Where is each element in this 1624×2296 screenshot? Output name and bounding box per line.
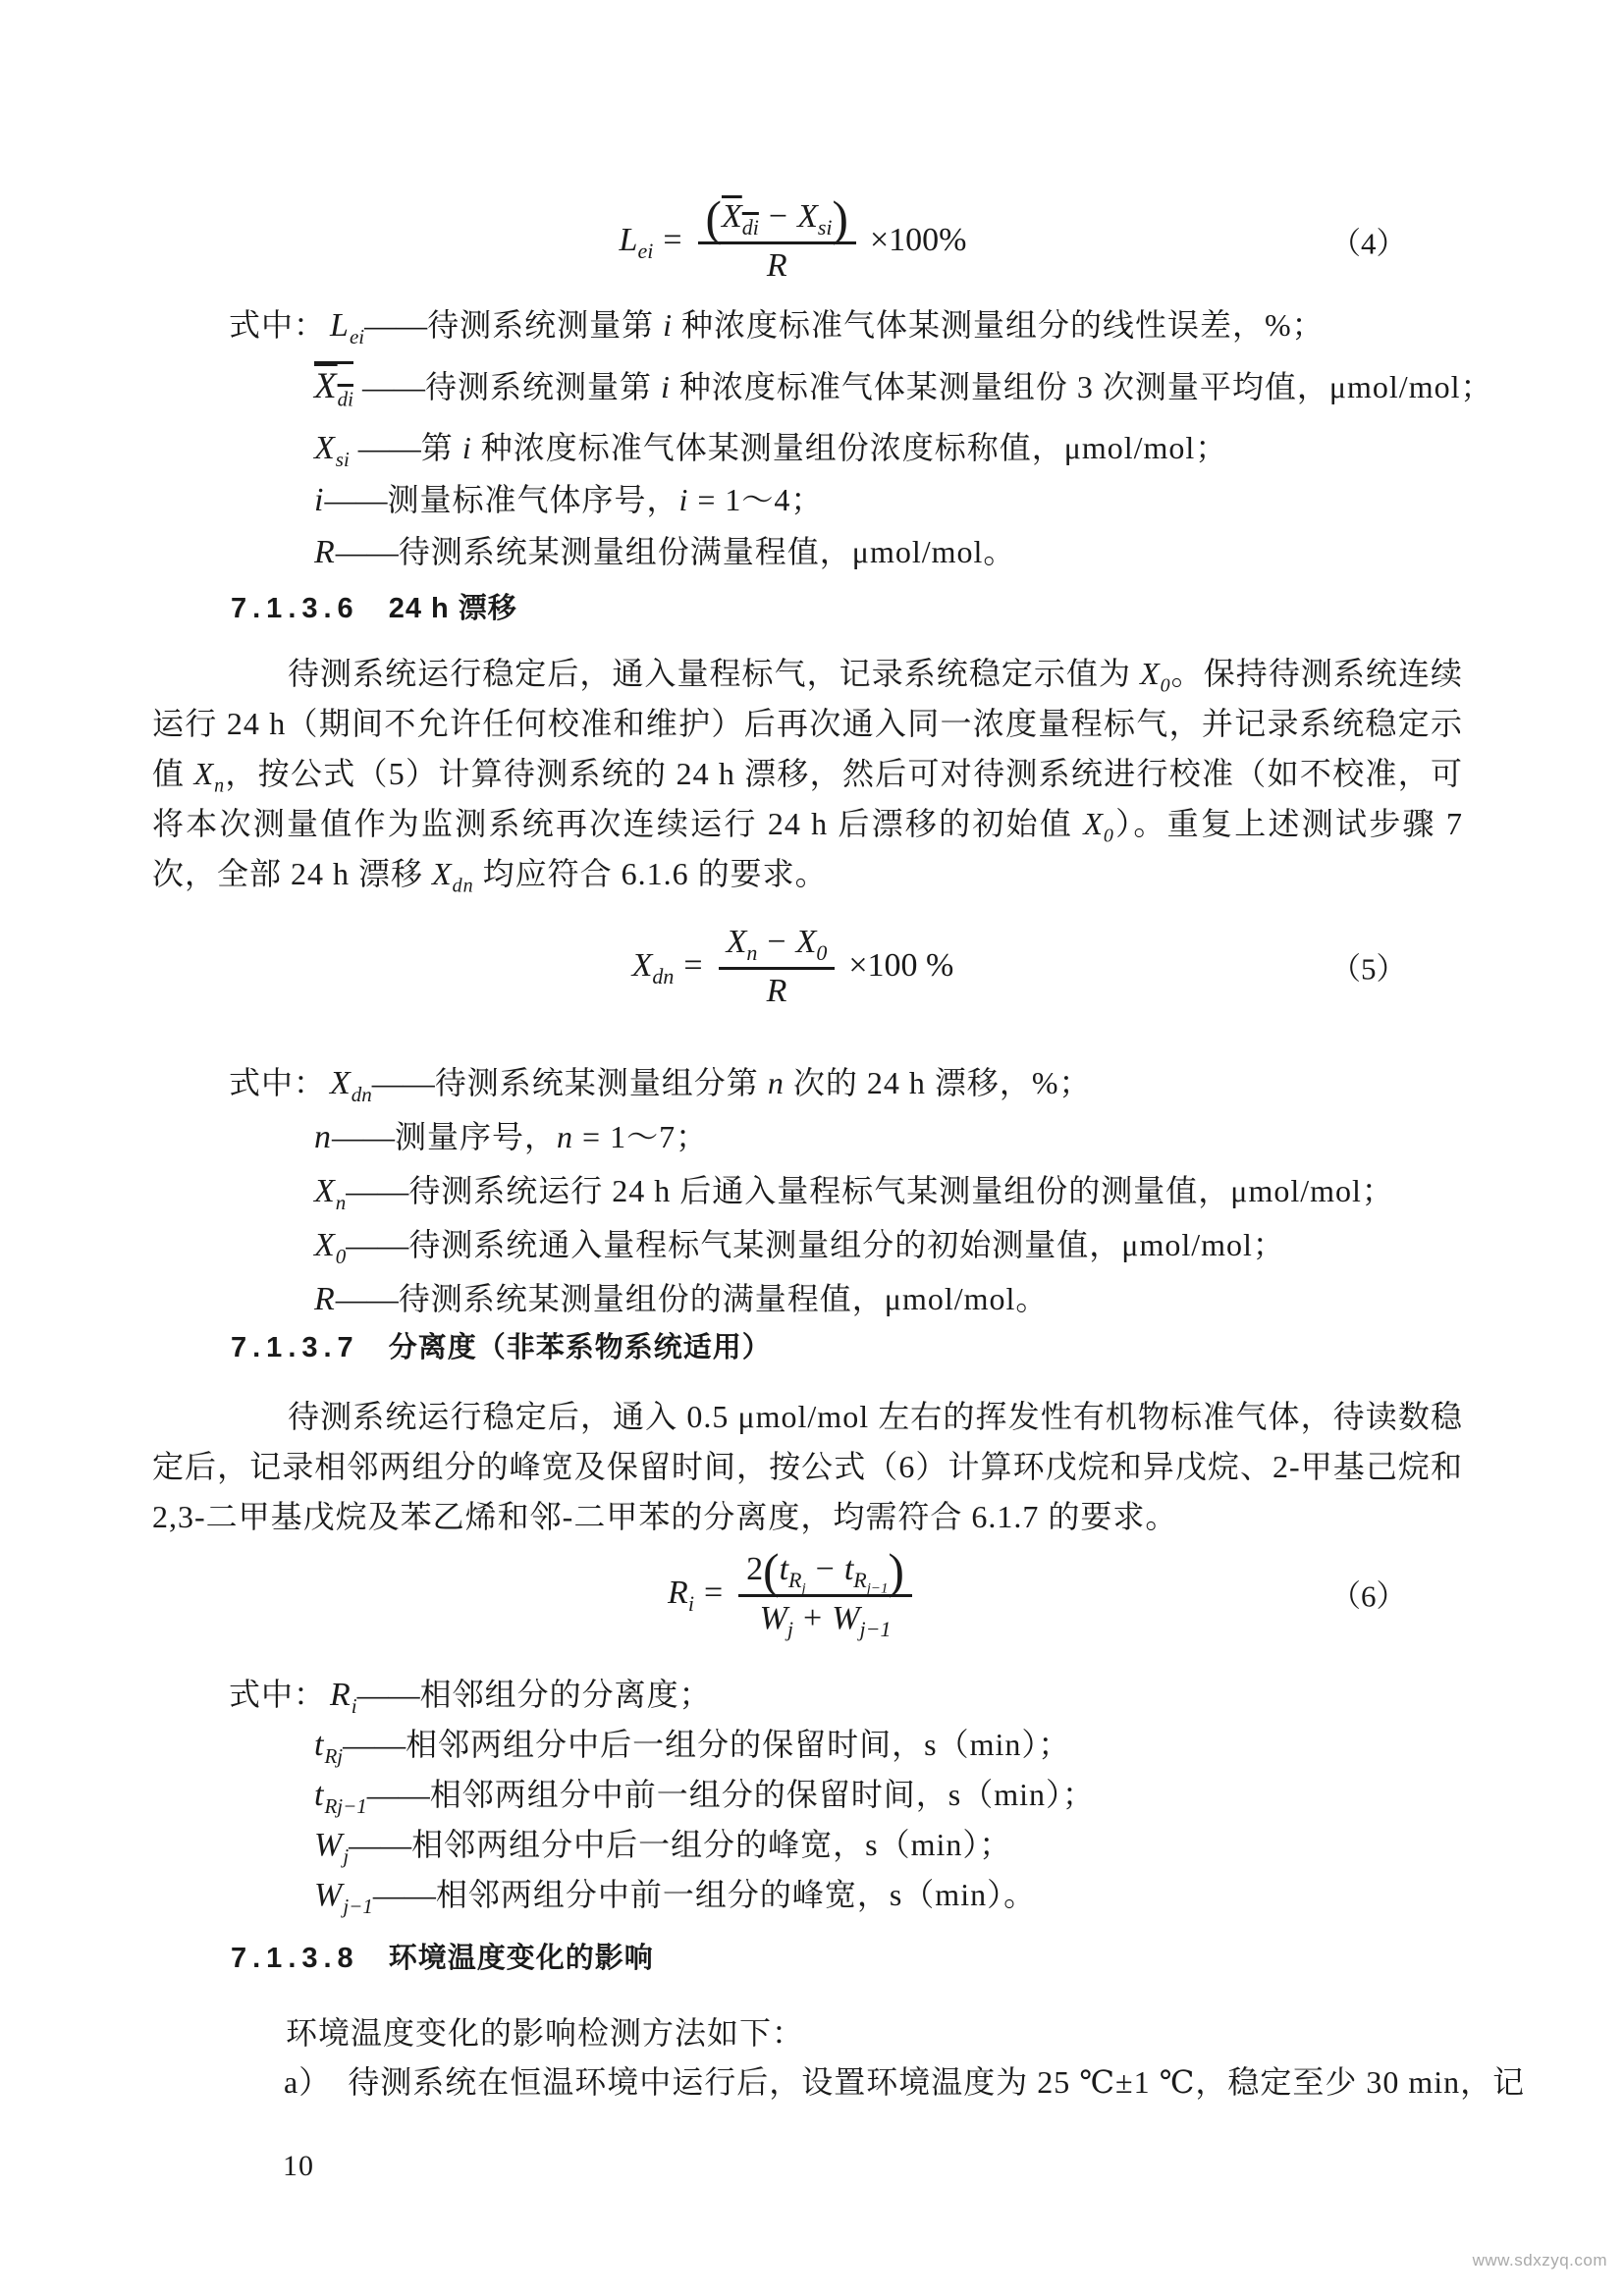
section-number: 7.1.3.8	[231, 1943, 359, 1974]
page-content	[152, 0, 1526, 2183]
def-dash: ——	[324, 482, 388, 517]
definition-line	[152, 1770, 1463, 1820]
numerator: $X_n - X_0$	[719, 922, 836, 970]
def-dash: ——	[346, 1173, 409, 1208]
def-dash: ——	[371, 1065, 435, 1100]
def-dash: ——	[335, 1281, 399, 1316]
denominator: $W_j + W_{j-1}$	[759, 1600, 892, 1641]
formula-6-row	[152, 1536, 1463, 1650]
formula-5-label: （5）	[1330, 951, 1407, 987]
term-symbol: $W_{j-1}$	[314, 1877, 373, 1918]
section-heading-7138	[231, 1942, 1463, 1975]
def-description: 相邻两组分中后一组分的峰宽，s（min）；	[411, 1827, 1012, 1862]
equals-sign: =	[663, 222, 682, 258]
fraction	[698, 191, 856, 285]
definition-line	[152, 1870, 1463, 1920]
list-item-a: a） 待测系统在恒温环境中运行后，设置环境温度为 25 ℃±1 ℃，稳定至少 30 min，记	[284, 2064, 1526, 2100]
term-symbol: n	[314, 1119, 332, 1155]
paragraph-24h-drift: 待测系统运行稳定后，通入量程标气，记录系统稳定示值为 $X_0$。保持待测系统连续运行 24 h（期间不允许任何校准和维护）后再次通入同一浓度量程标气，并记录系统稳定示值 $X_n$，按公式（5）计算待测系统的 24 h 漂移，然后可对待测系统进行校准（如不校准，可将本次测量值作为监测系统再次连续运行 24 h 后漂移的初始值 $X_0$）。重复上述测试步骤 7 次，全部 24 h 漂移 $X_{dn}$ 均应符合 6.1.6 的要求。	[152, 656, 1463, 897]
def-dash: ——	[357, 430, 421, 465]
def-description: 待测系统某测量组份满量程值，μmol/mol。	[398, 534, 1016, 569]
def-description: 相邻两组分中前一组分的保留时间，s（min）；	[429, 1777, 1096, 1812]
term-symbol: $W_j$	[314, 1827, 350, 1868]
term-symbol: $X_{si}$	[314, 430, 350, 471]
formula-5-row	[152, 917, 1463, 1015]
term-symbol: $X_0$	[314, 1227, 347, 1268]
section-heading-7137	[231, 1331, 1463, 1364]
def-dash: ——	[346, 1227, 409, 1262]
definition-line	[152, 422, 1463, 474]
section-title: 环境温度变化的影响	[388, 1943, 654, 1974]
term-symbol: $t_{Rj}$	[314, 1727, 344, 1768]
definition-line	[152, 1056, 1463, 1110]
term-symbol: R	[314, 1281, 336, 1317]
def-description: 第 i 种浓度标准气体某测量组份浓度标称值，μmol/mol；	[420, 430, 1228, 465]
definitions-formula-4	[152, 299, 1493, 578]
definition-line	[152, 1670, 1463, 1720]
def-description: 待测系统某测量组份的满量程值，μmol/mol。	[398, 1281, 1049, 1316]
def-description: 相邻两组分中后一组分的保留时间，s（min）；	[406, 1727, 1071, 1762]
term-symbol: $L_{ei}$	[330, 307, 365, 348]
formula-5-tail: ×100 %	[848, 947, 954, 984]
def-description: 测量标准气体序号，i = 1～4；	[387, 482, 824, 517]
definitions-formula-5	[152, 1056, 1463, 1326]
def-dash: ——	[332, 1119, 395, 1154]
def-description: 待测系统测量第 i 种浓度标准气体某测量组份 3 次测量平均值，μmol/mol；	[424, 369, 1493, 404]
term-symbol: i	[314, 482, 325, 518]
formula-4-lhs: $L_{ei}$	[619, 222, 654, 263]
paragraph-resolution: 待测系统运行稳定后，通入 0.5 μmol/mol 左右的挥发性有机物标准气体，待读数稳定后，记录相邻两组分的峰宽及保留时间，按公式（6）计算环戊烷和异戊烷、2-甲基己烷和 2,3-二甲基戊烷及苯乙烯和邻-二甲苯的分离度，均需符合 6.1.7 的要求。	[152, 1399, 1463, 1534]
definition-line	[152, 1110, 1463, 1164]
variable-x0: $X_0$	[1140, 656, 1171, 697]
equals-sign: =	[683, 947, 703, 984]
fraction	[738, 1544, 912, 1641]
variable-x0: $X_0$	[1083, 806, 1114, 847]
term-symbol: $t_{Rj-1}$	[314, 1777, 367, 1818]
def-description: 待测系统某测量组分第 n 次的 24 h 漂移，%；	[434, 1065, 1092, 1100]
def-dash: ——	[343, 1727, 406, 1762]
formula-4-tail: ×100%	[869, 222, 967, 258]
def-list-label: 式中：	[229, 1065, 327, 1100]
def-description: 待测系统运行 24 h 后通入量程标气某测量组份的测量值，μmol/mol；	[408, 1173, 1394, 1208]
definition-line	[152, 351, 1493, 422]
section-number: 7.1.3.6	[231, 593, 359, 624]
def-list-label: 式中：	[229, 307, 327, 343]
variable-xdn: $X_{dn}$	[432, 856, 474, 897]
def-description: 测量序号，n = 1～7；	[395, 1119, 709, 1154]
definition-line	[152, 299, 1463, 351]
formula-5-lhs: $X_{dn}$	[631, 947, 675, 988]
formula-4-row	[152, 191, 1463, 290]
fraction	[719, 922, 836, 1010]
definitions-formula-6	[152, 1670, 1463, 1920]
numerator: $(X_{di} - X_{si})$	[698, 196, 856, 244]
watermark: www.sdxzyq.com	[1472, 2251, 1607, 2269]
def-dash: ——	[361, 369, 425, 404]
def-description: 相邻两组分中前一组分的峰宽，s（min）。	[435, 1877, 1037, 1912]
definition-line	[152, 1164, 1463, 1218]
section-title: 24 h 漂移	[388, 593, 517, 624]
equals-sign: =	[703, 1575, 724, 1611]
term-symbol: $R_i$	[330, 1677, 357, 1718]
definition-line	[152, 1720, 1463, 1770]
definition-line	[152, 526, 1463, 578]
section-title: 分离度（非苯系物系统适用）	[388, 1332, 772, 1363]
formula-5	[632, 922, 954, 1010]
numerator: $2(t_{R_j}- t_{R_{j-1}})$	[738, 1549, 912, 1597]
definition-line	[152, 1820, 1463, 1870]
formula-6-label: （6）	[1330, 1578, 1407, 1614]
paragraph-temperature-intro: 环境温度变化的影响检测方法如下：	[286, 2015, 805, 2051]
def-dash: ——	[349, 1827, 412, 1862]
def-description: 相邻组分的分离度；	[419, 1677, 712, 1712]
formula-4-label: （4）	[1330, 226, 1407, 261]
term-symbol: $X_{dn}$	[330, 1065, 372, 1106]
definition-line	[152, 474, 1463, 526]
def-description: 待测系统通入量程标气某测量组分的初始测量值，μmol/mol；	[408, 1227, 1285, 1262]
section-heading-7136	[231, 592, 1463, 625]
definition-line	[152, 1272, 1463, 1326]
variable-xn: $X_n$	[193, 756, 226, 797]
section-number: 7.1.3.7	[231, 1332, 359, 1363]
def-dash: ——	[372, 1877, 436, 1912]
def-dash: ——	[366, 1777, 430, 1812]
term-symbol: $X_n$	[314, 1173, 347, 1214]
denominator: R	[766, 973, 787, 1009]
term-symbol-xbar: $X_{di}$	[314, 361, 353, 406]
def-dash: ——	[364, 307, 428, 343]
def-dash: ——	[335, 534, 399, 569]
formula-6	[668, 1544, 918, 1641]
def-description: 待测系统测量第 i 种浓度标准气体某测量组分的线性误差，%；	[427, 307, 1325, 343]
definition-line	[152, 1218, 1463, 1272]
def-dash: ——	[356, 1677, 420, 1712]
formula-4	[619, 191, 967, 285]
term-symbol: R	[314, 534, 336, 570]
denominator: R	[766, 247, 787, 284]
def-list-label: 式中：	[229, 1677, 327, 1712]
page-number: 10	[283, 2150, 314, 2182]
formula-6-lhs: $R_i$	[668, 1575, 694, 1616]
